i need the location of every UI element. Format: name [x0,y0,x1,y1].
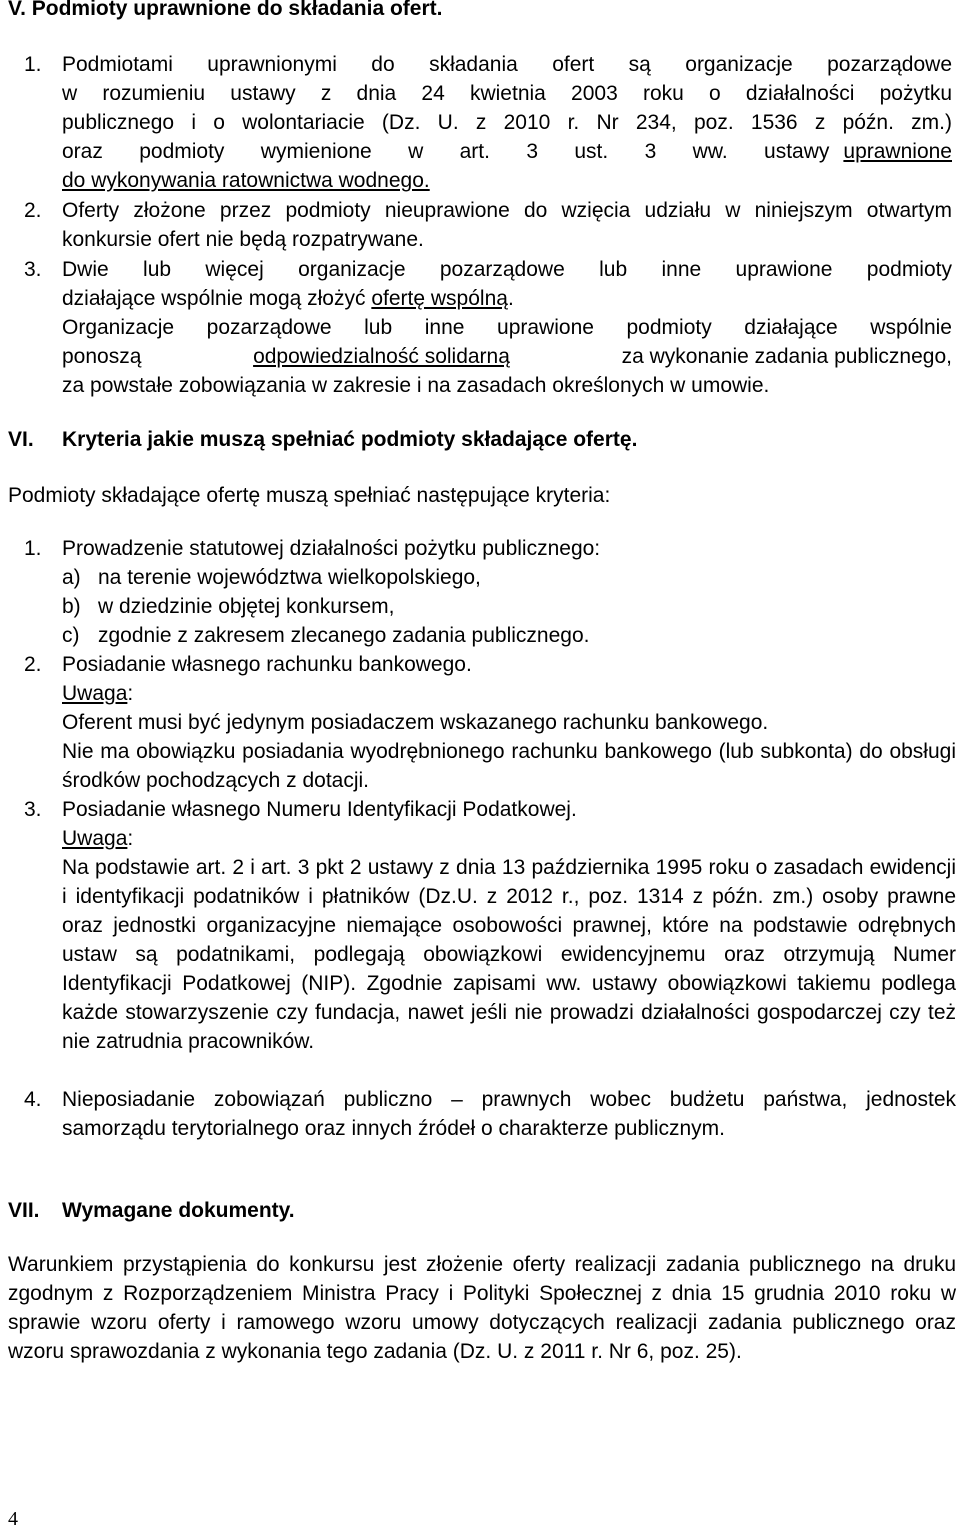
item-number: 1. [24,537,42,560]
paragraph-line: za powstałe zobowiązania w zakresie i na zasadach określonych w umowie. [62,374,770,397]
sub-letter: b) [62,595,81,618]
underlined-text: uprawnione [843,140,952,163]
sub-item: zgodnie z zakresem zlecanego zadania publicznego. [98,624,590,647]
item-number: 4. [24,1088,42,1111]
note-text: Oferent musi być jedynym posiadaczem wskazanego rachunku bankowego. [62,711,769,734]
underlined-text: Uwaga [62,682,128,705]
sub-item: na terenie województwa wielkopolskiego, [98,566,481,589]
criterion-text: Prowadzenie statutowej działalności pożytku publicznego: [62,537,601,560]
item-number: 1. [24,53,42,76]
section-vii-text: Warunkiem przystąpienia do konkursu jest złożenie oferty realizacji zadania publicznego na druku zgodnym z Rozporządzeniem Ministra Pracy i Polityki Społecznej z dnia 15 grudnia 2010 roku w sprawie wzoru oferty i ramowego wzoru umowy dotyczących realizacji zadania publicznego oraz wzoru sprawozdania z wykonania tego zadania (Dz. U. z 2011 r. Nr 6, poz. 25). [8,1253,956,1363]
line-text: działające wspólnie mogą złożyć [62,287,366,310]
note-text: Nie ma obowiązku posiadania wyodrębnionego rachunku bankowego (lub subkonta) do obsługi środków pochodzących z dotacji. [62,740,956,792]
section-vii-title: Wymagane dokumenty. [62,1199,295,1222]
criterion-text: Nieposiadanie zobowiązań publiczno – prawnych wobec budżetu państwa, jednostek samorządu terytorialnego oraz innych źródeł o charakterze publicznym. [62,1088,956,1140]
line-text: : [127,682,134,705]
item-number: 3. [24,798,42,821]
criterion-text: Posiadanie własnego Numeru Identyfikacji Podatkowej. [62,798,577,821]
item-number: 2. [24,653,42,676]
note-label [62,679,133,708]
paragraph-line [62,166,430,195]
paragraph-line: Dwie lub więcej organizacje pozarządowe lub inne uprawione podmioty [62,258,952,281]
paragraph-line [62,284,514,313]
line-text: oraz podmioty wymienione w art. 3 ust. 3 ww. ustawy [62,140,830,163]
list-item: Oferty złożone przez podmioty nieuprawione do wzięcia udziału w niniejszym otwartym konkursie ofert nie będą rozpatrywane. [62,199,952,251]
underlined-text: ofertę wspólną [371,287,508,310]
section-vi-number: VI. [8,428,34,451]
item-number: 2. [24,199,42,222]
criterion-text: Posiadanie własnego rachunku bankowego. [62,653,472,676]
underlined-text: Uwaga [62,827,128,850]
line-text: : [127,827,134,850]
sub-letter: c) [62,624,80,647]
paragraph-line: Podmiotami uprawnionymi do składania ofert są organizacje pozarządowe [62,53,952,76]
paragraph-line: w rozumieniu ustawy z dnia 24 kwietnia 2003 roku o działalności pożytku [62,82,952,105]
line-text: . [507,287,514,310]
line-text: ponoszą [62,345,142,368]
paragraph-line: publicznego i o wolontariacie (Dz. U. z 2010 r. Nr 234, poz. 1536 z późn. zm.) [62,111,952,134]
item-number: 3. [24,258,42,281]
section-vi-intro: Podmioty składające ofertę muszą spełniać następujące kryteria: [8,484,611,507]
paragraph-line [62,137,952,166]
page-number: 4 [8,1508,18,1530]
section-vii-number: VII. [8,1199,40,1222]
sub-item: w dziedzinie objętej konkursem, [98,595,395,618]
paragraph-line [62,342,952,371]
underlined-text: odpowiedzialność solidarną [253,345,510,368]
section-vi-title: Kryteria jakie muszą spełniać podmioty składające ofertę. [62,428,638,451]
note-label [62,824,133,853]
sub-letter: a) [62,566,81,589]
underlined-text: do wykonywania ratownictwa wodnego. [62,169,430,192]
line-text: za wykonanie zadania publicznego, [621,345,952,368]
section-v-title: V. Podmioty uprawnione do składania ofert. [8,0,443,20]
paragraph-line: Organizacje pozarządowe lub inne uprawione podmioty działające wspólnie [62,316,952,339]
note-text: Na podstawie art. 2 i art. 3 pkt 2 ustawy z dnia 13 października 1995 roku o zasadach ewidencji i identyfikacji podatników i płatników (Dz.U. z 2012 r., poz. 1314 z późn. zm.) osoby prawne oraz jednostki organizacyjne niemające osobowości prawnej, które na podstawie odrębnych ustaw są podatnikami, podlegają obowiązkowi ewidencyjnemu oraz otrzymują Numer Identyfikacji Podatkowej (NIP). Zgodnie zapisami ww. ustawy obowiązkowi takiemu podlega każde stowarzyszenie czy fundacja, nawet jeśli nie prowadzi działalności gospodarczej czy też nie zatrudnia pracowników. [62,856,956,1053]
